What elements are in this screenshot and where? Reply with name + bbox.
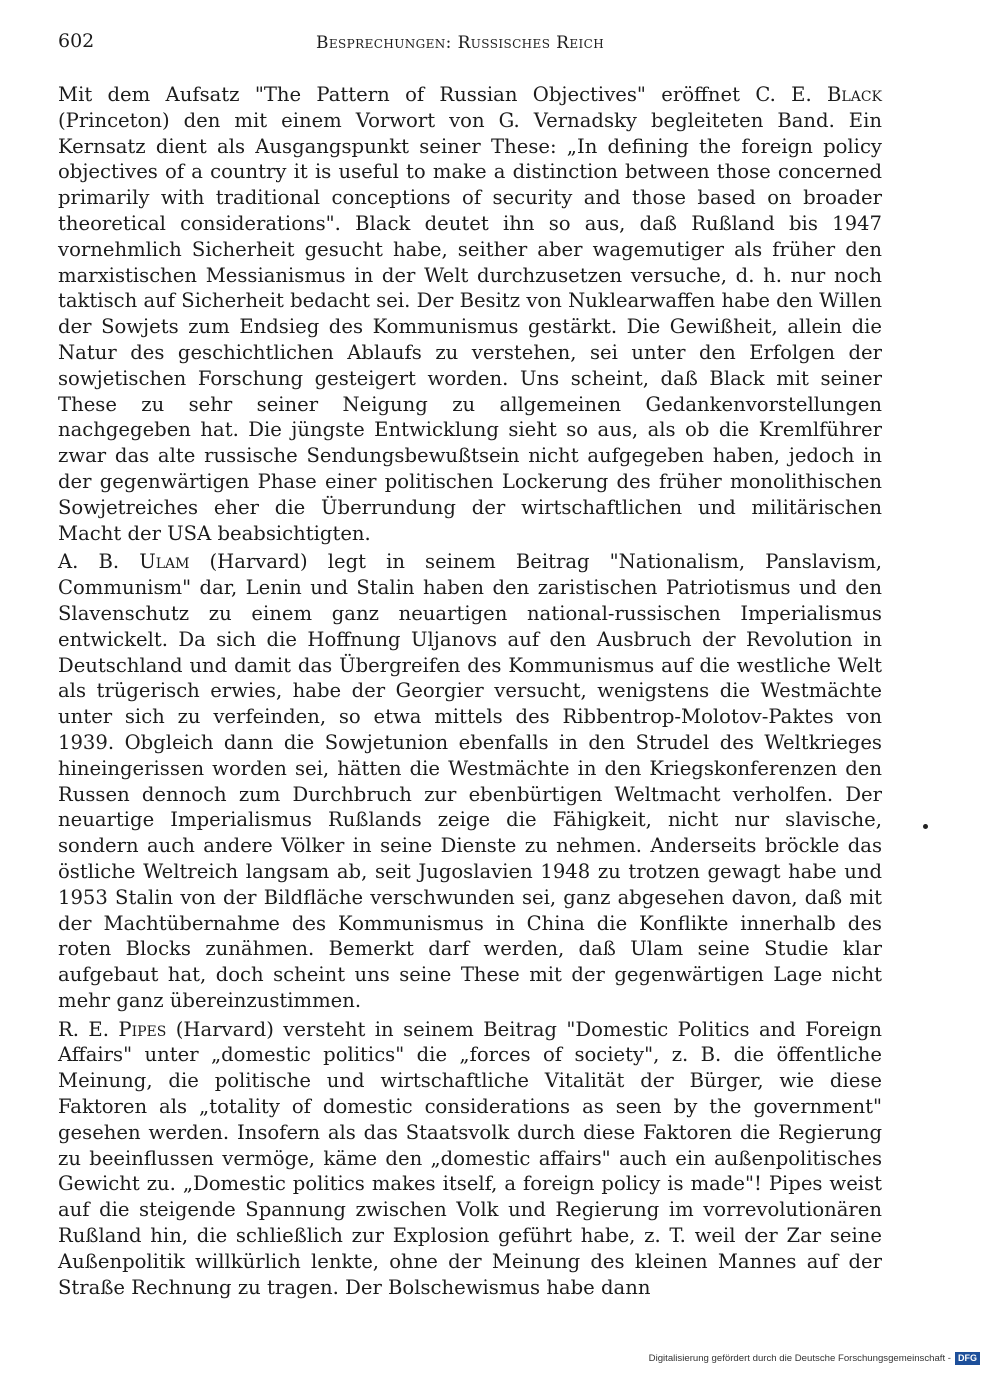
- paragraph-pipes: [58, 1017, 882, 1301]
- scan-speck: [923, 824, 928, 829]
- paragraph-black: [58, 82, 882, 546]
- author-name: Pipes: [118, 1017, 167, 1041]
- paragraph-lead: R. E.: [58, 1017, 119, 1041]
- author-name: Black: [827, 83, 882, 106]
- author-name: Ulam: [139, 550, 190, 574]
- dfg-logo: DFG: [955, 1352, 980, 1365]
- page-header: [58, 30, 882, 58]
- page-number: 602: [58, 30, 95, 52]
- funding-notice: Digitalisierung gefördert durch die Deutsche Forschungsgemeinschaft -: [648, 1352, 951, 1364]
- paragraph-text: (Harvard) versteht in seinem Beitrag "Domestic Politics and Foreign Affairs" unter „domestic politics" die „forces of society", z. B. die öffentliche Meinung, die politische und wirtschaftliche Vitalität der Bürger, wie diese Faktoren als „totality of domestic considerations as seen by the government" gesehen werden. Insofern als das Staatsvolk durch diese Faktoren die Regierung zu beeinflussen vermöge, käme den „domestic affairs" auch ein außenpolitisches Gewicht zu. „Domestic politics makes itself, a foreign policy is made"! Pipes weist auf die steigende Spannung zwischen Volk und Regierung im vorrevolutionären Rußland hin, die schließlich zur Explosion geführt habe, z. T. weil der Zar seine Außenpolitik willkürlich lenkte, ohne der Meinung des kleinen Mannes auf der Straße Rechnung zu tragen. Der Bolschewismus habe dann: [58, 1017, 882, 1299]
- body-text: [58, 82, 882, 1300]
- footer: [649, 1350, 980, 1366]
- paragraph-lead: Mit dem Aufsatz "The Pattern of Russian Objectives" eröffnet C. E.: [58, 83, 828, 106]
- paragraph-text: (Harvard) legt in seinem Beitrag "Nationalism, Panslavism, Communism" dar, Lenin und Stalin haben den zaristischen Patriotismus und den Slavenschutz zu einem ganz neuartigen national-russischen Imperialismus entwickelt. Da sich die Hoffnung Uljanovs auf den Ausbruch der Revolution in Deutschland und damit das Übergreifen des Kommunismus auf die westliche Welt als trügerisch erwies, habe der Georgier versucht, wenigstens die Westmächte unter sich zu verfeinden, so etwa mittels des Ribbentrop-Molotov-Paktes von 1939. Obgleich dann die Sowjetunion ebenfalls in den Strudel des Weltkrieges hineingerissen worden sei, hätten die Westmächte in den Kriegskonferenzen den Russen dennoch zum Durchbruch zur ebenbürtigen Weltmacht verholfen. Der neuartige Imperialismus Rußlands zeige die Fähigkeit, nicht nur slavische, sondern auch andere Völker in seine Dienste zu nehmen. Anderseits bröckle das östliche Weltreich langsam ab, seit Jugoslavien 1948 zu trotzen gewagt habe und 1953 Stalin von der Bildfläche verschwunden sei, ganz abgesehen davon, daß mit der Machtübernahme des Kommunismus in China die Konflikte innerhalb des roten Blocks zunähmen. Bemerkt darf werden, daß Ulam seine Studie klar aufgebaut hat, doch scheint uns seine These mit der gegenwärtigen Lage nicht mehr ganz übereinzustimmen.: [58, 550, 883, 1012]
- running-head: Besprechungen: Russisches Reich: [316, 33, 605, 53]
- paragraph-ulam: [58, 549, 882, 1013]
- paragraph-lead: A. B.: [58, 550, 140, 574]
- paragraph-text: (Princeton) den mit einem Vorwort von G. Vernadsky begleiteten Band. Ein Kernsatz dient als Ausgangspunkt seiner These: „In defining the foreign policy objectives of a country it is useful to make a distinction between those concerned primarily with traditional conceptions of security and those based on broader theoretical considerations". Black deutet ihn so aus, daß Rußland bis 1947 vornehmlich Sicherheit gesucht habe, seither aber wagemutiger als früher den marxistischen Messianismus in der Welt durchzusetzen versuche, d. h. nur noch taktisch auf Sicherheit bedacht sei. Der Besitz von Nuklearwaffen habe den Willen der Sowjets zum Endsieg des Kommunismus gestärkt. Die Gewißheit, allein die Natur des geschichtlichen Ablaufs zu verstehen, sei unter den Erfolgen der sowjetischen Forschung gesteigert worden. Uns scheint, daß Black mit seiner These zu sehr seiner Neigung zu allgemeinen Gedankenvorstellungen nachgegeben hat. Die jüngste Entwicklung sieht so aus, als ob die Kremlführer zwar das alte russische Sendungsbewußtsein nicht aufgegeben haben, jedoch in der gegenwärtigen Phase einer politischen Lockerung des früher monolithischen Sowjetreiches eher die Überrundung der wirtschaftlichen und militärischen Macht der USA beabsichtigten.: [58, 108, 882, 545]
